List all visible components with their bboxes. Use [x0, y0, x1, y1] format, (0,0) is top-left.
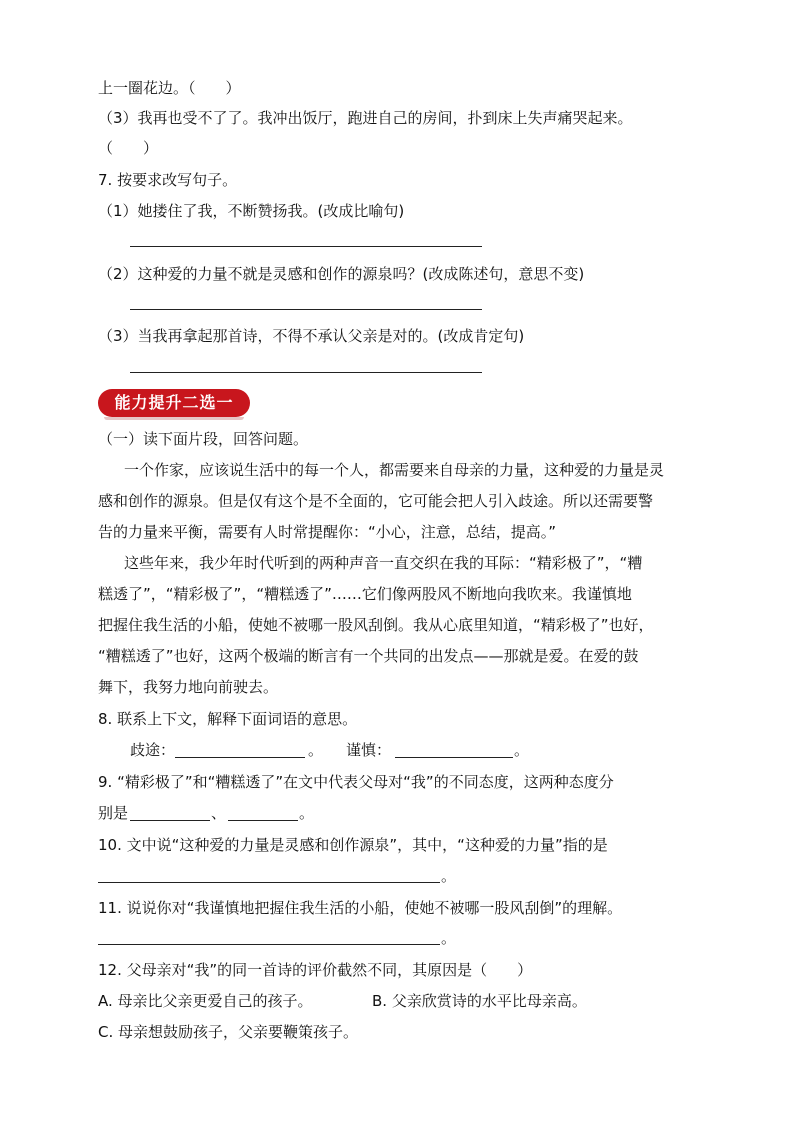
passage-p1-line3: 告的力量来平衡，需要有人时常提醒你：“小心，注意，总结，提高。”: [98, 523, 557, 541]
q8-word-2: 谨慎：: [346, 741, 392, 759]
q11-answer-line[interactable]: [98, 944, 440, 945]
q7-item-1: （1）她搂住了我，不断赞扬我。(改成比喻句): [98, 202, 405, 220]
q7-answer-line-3[interactable]: [130, 372, 482, 373]
reading-heading: （一）读下面片段，回答问题。: [98, 430, 309, 448]
q9-answer-line-1[interactable]: [130, 820, 210, 821]
q8-answer-line-1[interactable]: [175, 757, 305, 758]
q8-answer-line-2[interactable]: [395, 757, 513, 758]
passage-p2-line3: 把握住我生活的小船，使她不被哪一股风刮倒。我从心底里知道，“精彩极了”也好，: [98, 616, 654, 634]
q9-answer-line-2[interactable]: [228, 820, 298, 821]
q7-title: 7. 按要求改写句子。: [98, 171, 238, 189]
q11-end: 。: [441, 929, 457, 947]
passage-p2-line2: 糕透了”，“精彩极了”，“糟糕透了”……它们像两股风不断地向我吹来。我谨慎地: [98, 585, 632, 603]
q9-end: 。: [299, 804, 315, 822]
passage-p2-line4: “糟糕透了”也好，这两个极端的断言有一个共同的出发点——那就是爱。在爱的鼓: [98, 647, 639, 665]
q8-title: 8. 联系上下文，解释下面词语的意思。: [98, 710, 358, 728]
q6-line3: （ ）: [98, 139, 159, 157]
q10-end: 。: [441, 867, 457, 885]
q9-line1: 9. “精彩极了”和“糟糕透了”在文中代表父母对“我”的不同态度，这两种态度分: [98, 773, 614, 791]
q12-option-c[interactable]: C. 母亲想鼓励孩子，父亲要鞭策孩子。: [98, 1023, 359, 1041]
q9-line2-prefix: 别是: [98, 804, 129, 822]
passage-p2-line1: 这些年来，我少年时代听到的两种声音一直交织在我的耳际：“精彩极了”，“糟: [124, 554, 643, 572]
q10-line1: 10. 文中说“这种爱的力量是灵感和创作源泉”，其中，“这种爱的力量”指的是: [98, 836, 608, 854]
q7-answer-line-1[interactable]: [130, 246, 482, 247]
passage-p1-line1: 一个作家，应该说生活中的每一个人，都需要来自母亲的力量，这种爱的力量是灵: [124, 461, 665, 479]
q8-word-1: 歧途：: [130, 741, 176, 759]
q11-line1: 11. 说说你对“我谨慎地把握住我生活的小船，使她不被哪一股风刮倒”的理解。: [98, 899, 623, 917]
q9-separator: 、: [211, 804, 227, 822]
q7-item-3: （3）当我再拿起那首诗，不得不承认父亲是对的。(改成肯定句): [98, 327, 525, 345]
passage-p2-line5: 舞下，我努力地向前驶去。: [98, 678, 279, 696]
passage-p1-line2: 感和创作的源泉。但是仅有这个是不全面的，它可能会把人引入歧途。所以还需要警: [98, 492, 654, 510]
q12-option-b[interactable]: B. 父亲欣赏诗的水平比母亲高。: [372, 992, 587, 1010]
q7-item-2: （2）这种爱的力量不就是灵感和创作的源泉吗？(改成陈述句，意思不变): [98, 265, 585, 283]
q6-line1: 上一圈花边。（ ）: [98, 79, 241, 97]
q8-end-2: 。: [514, 741, 530, 759]
q12-line1: 12. 父母亲对“我”的同一首诗的评价截然不同，其原因是（ ）: [98, 961, 533, 979]
section-badge: 能力提升二选一: [98, 389, 250, 417]
q8-end-1: 。: [308, 741, 324, 759]
q6-line2: （3）我再也受不了了。我冲出饭厅，跑进自己的房间，扑到床上失声痛哭起来。: [98, 109, 633, 127]
q10-answer-line[interactable]: [98, 882, 440, 883]
q7-answer-line-2[interactable]: [130, 309, 482, 310]
q12-option-a[interactable]: A. 母亲比父亲更爱自己的孩子。: [98, 992, 313, 1010]
